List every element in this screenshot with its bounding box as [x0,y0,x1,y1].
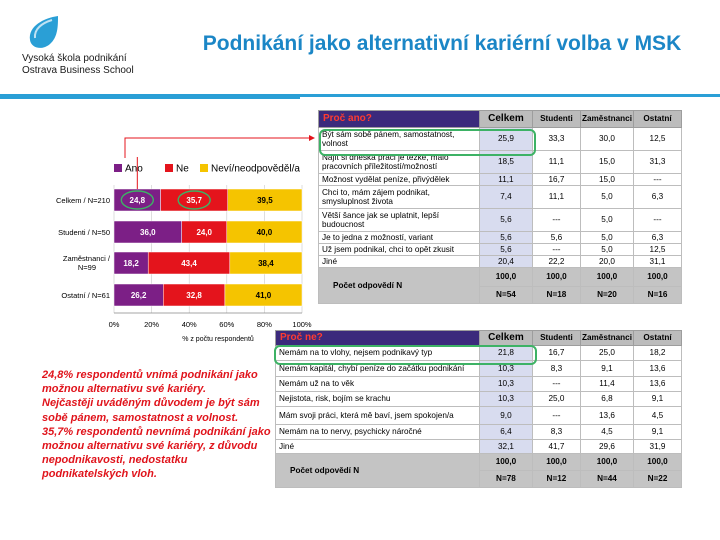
data-label: 40,0 [256,228,273,237]
row-label: Jiné [276,440,480,454]
row-label: Nemám na to nervy, psychicky náročné [276,425,480,440]
sum-label: Počet odpovědí N [319,268,480,304]
cell-value: 15,0 [580,174,633,186]
cell-value: 4,5 [580,425,633,440]
category-label: Studenti / N=50 [58,228,110,237]
n-value: N=22 [634,471,682,488]
cell-value: 6,3 [634,232,682,244]
table-row [276,425,682,440]
cell-value: 29,6 [580,440,633,454]
column-header: Zaměstnanci [580,331,633,346]
cell-value: 7,4 [479,186,532,209]
n-value: N=78 [479,471,532,488]
cell-value: 11,1 [479,174,532,186]
cell-value: 11,4 [580,377,633,392]
table-row [319,174,682,186]
data-label: 26,2 [130,291,147,300]
highlight-top-reason-ano [319,129,536,156]
row-label: Nemám už na to věk [276,377,480,392]
x-tick-label: 20% [144,320,160,329]
column-header: Studenti [532,331,580,346]
cell-value: 15,0 [580,151,633,174]
sum-row [276,454,682,471]
school-name-line1: Vysoká škola podnikání [22,53,127,64]
cell-value: 10,3 [479,392,532,407]
category-label: N=99 [77,263,96,272]
table-caption: Proč ne? [276,331,480,346]
n-value: N=18 [532,287,580,304]
cell-value: 13,6 [634,361,682,377]
n-value: N=16 [634,287,682,304]
school-name-line2: Ostrava Business School [22,65,134,76]
cell-value: 4,5 [634,407,682,425]
cell-value: 11,1 [532,186,580,209]
note-paragraph: 24,8% respondentů vnímá podnikání jako možnou alternativu své kariéry. [42,369,258,396]
table-caption: Proč ano? [319,111,480,128]
cell-value: 9,1 [634,425,682,440]
n-value: N=54 [479,287,532,304]
legend-label: Ne [176,163,189,175]
cell-value: 9,0 [479,407,532,425]
cell-value: 20,4 [479,256,532,268]
category-label: Zaměstnanci / [62,254,110,263]
data-label: 43,4 [181,259,197,268]
cell-value: 25,0 [532,392,580,407]
table-row [276,377,682,392]
data-label: 24,0 [196,228,213,237]
cell-value: 5,6 [479,244,532,256]
table-row [319,232,682,244]
sum-value: 100,0 [634,454,682,471]
cell-value: 18,5 [479,151,532,174]
row-label: Chci to, mám zájem podnikat, smysluplnost života [319,186,480,209]
cell-value: 16,7 [532,174,580,186]
note-paragraph: 35,7% respondentů nevnímá podnikání jako možnou alternativu své kariéry, z důvodu nepodnikavosti, nedostatku podnikatelských vloh. [42,425,271,481]
cell-value: 20,0 [580,256,633,268]
sum-value: 100,0 [479,268,532,287]
cell-value: 33,3 [532,128,580,151]
table-row [276,407,682,425]
column-header: Ostatní [634,111,682,128]
row-label: Už jsem podnikal, chci to opět zkusit [319,244,480,256]
cell-value: 8,3 [532,425,580,440]
column-header: Celkem [479,111,532,128]
column-header: Ostatní [634,331,682,346]
note-paragraph: Nejčastěji uváděným důvodem je být sám sobě pánem, samostatnost a volnost. [42,397,260,424]
sum-value: 100,0 [532,454,580,471]
row-label: Nejistota, risk, bojím se krachu [276,392,480,407]
cell-value: 12,5 [634,128,682,151]
cell-value: --- [634,209,682,232]
sum-label: Počet odpovědí N [276,454,480,488]
row-label: Možnost vydělat peníze, přivýdělek [319,174,480,186]
cell-value: 10,3 [479,361,532,377]
x-tick-label: 0% [108,320,120,329]
cell-value: 11,1 [532,151,580,174]
cell-value: 13,6 [580,407,633,425]
cell-value: --- [634,174,682,186]
data-label: 24,8 [129,196,146,205]
cell-value: 6,4 [479,425,532,440]
cell-value: 41,7 [532,440,580,454]
highlight-top-reason-ne [274,345,537,365]
data-label: 35,7 [186,196,202,205]
cell-value: 5,0 [580,244,633,256]
cell-value: 31,1 [634,256,682,268]
x-tick-label: 60% [219,320,235,329]
cell-value: 5,0 [580,209,633,232]
n-value: N=20 [580,287,633,304]
row-label: Nemám na to vlohy, nejsem podnikavý typ [276,346,480,361]
sum-value: 100,0 [532,268,580,287]
cell-value: 22,2 [532,256,580,268]
page-title: Podnikání jako alternativní kariérní volba v MSK [202,32,682,55]
x-axis-label: % z počtu respondentů [182,336,254,343]
sum-value: 100,0 [580,454,633,471]
cell-value: 9,1 [634,392,682,407]
sum-value: 100,0 [479,454,532,471]
table-row [276,392,682,407]
x-tick-label: 80% [256,320,272,329]
column-header: Celkem [479,331,532,346]
table-row [276,440,682,454]
legend-label: Ano [125,163,143,175]
category-label: Celkem / N=210 [56,196,110,205]
table-row [319,256,682,268]
cell-value: 18,2 [634,346,682,361]
table-row [319,186,682,209]
findings-note [42,368,274,482]
cell-value: --- [532,377,580,392]
table-row [319,244,682,256]
data-label: 38,4 [258,259,274,268]
cell-value: 25,9 [479,128,532,151]
table-row [319,209,682,232]
data-label: 39,5 [257,196,273,205]
row-label: Mám svoji práci, která mě baví, jsem spokojen/a [276,407,480,425]
n-value: N=12 [532,471,580,488]
data-label: 18,2 [123,259,139,268]
cell-value: 30,0 [580,128,633,151]
category-label: Ostatní / N=61 [61,291,110,300]
legend-label: Neví/neodpověděl/a [211,163,300,175]
column-header: Zaměstnanci [580,111,633,128]
data-label: 41,0 [255,291,272,300]
cell-value: 5,6 [479,209,532,232]
x-tick-label: 40% [181,320,197,329]
cell-value: 31,9 [634,440,682,454]
sum-value: 100,0 [634,268,682,287]
sum-row [319,268,682,287]
arrow-ano [125,138,314,158]
cell-value: 21,8 [479,346,532,361]
n-value: N=44 [580,471,633,488]
data-label: 32,8 [186,291,202,300]
row-label: Nemám kapitál, chybí peníze do začátku podnikání [276,361,480,377]
cell-value: --- [532,244,580,256]
cell-value: 5,0 [580,232,633,244]
cell-value: 31,3 [634,151,682,174]
cell-value: --- [532,407,580,425]
data-label: 36,0 [140,228,156,237]
cell-value: 10,3 [479,377,532,392]
row-label: Je to jedna z možností, variant [319,232,480,244]
sum-value: 100,0 [580,268,633,287]
cell-value: 6,3 [634,186,682,209]
cell-value: 9,1 [580,361,633,377]
cell-value: 5,6 [479,232,532,244]
cell-value: 25,0 [580,346,633,361]
cell-value: 16,7 [532,346,580,361]
cell-value: 13,6 [634,377,682,392]
row-label: Být sám sobě pánem, samostatnost, volnost [319,128,480,151]
cell-value: 32,1 [479,440,532,454]
column-header: Studenti [532,111,580,128]
cell-value: 5,6 [532,232,580,244]
row-label: Najít si dneska práci je těžké, málo pracovních příležitostí/možností [319,151,480,174]
cell-value: 5,0 [580,186,633,209]
row-label: Jiné [319,256,480,268]
cell-value: --- [532,209,580,232]
cell-value: 12,5 [634,244,682,256]
cell-value: 6,8 [580,392,633,407]
row-label: Větší šance jak se uplatnit, lepší budoucnost [319,209,480,232]
cell-value: 8,3 [532,361,580,377]
x-tick-label: 100% [292,320,312,329]
